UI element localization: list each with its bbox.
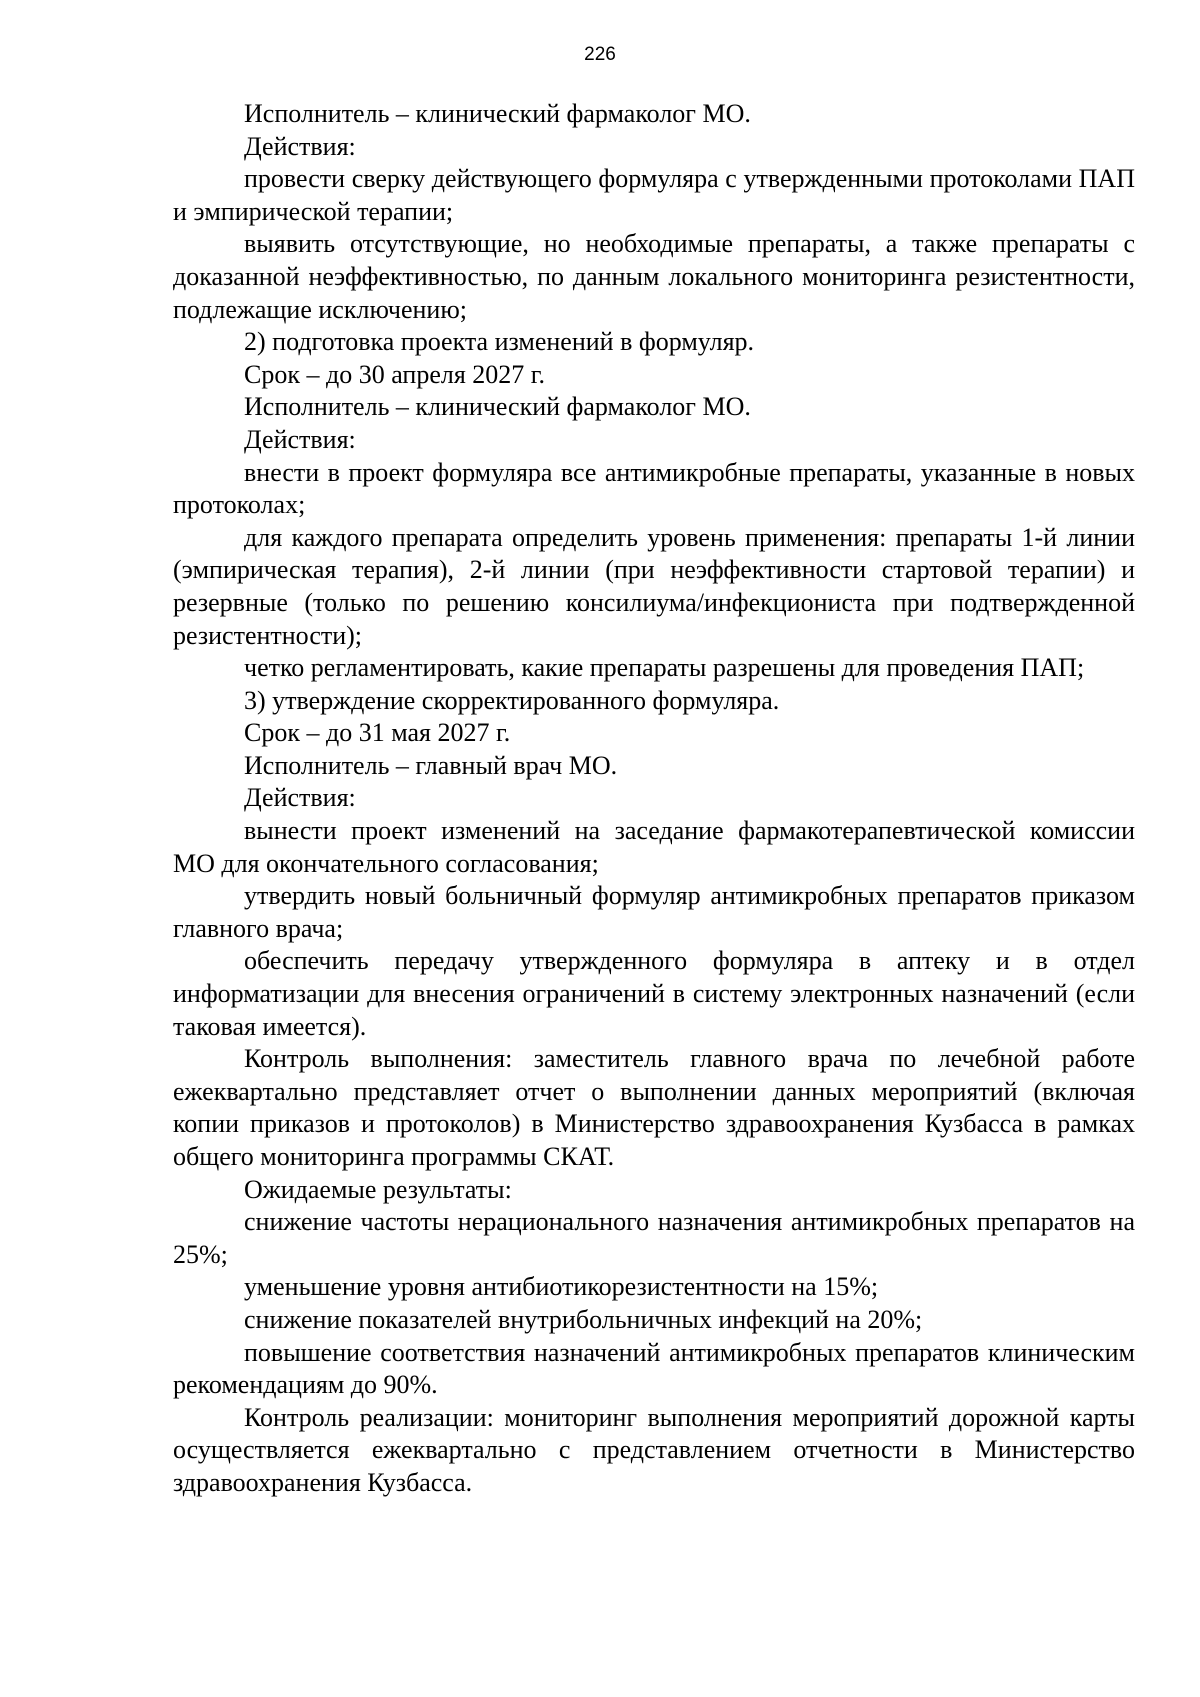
paragraph-executor-pharmacologist: Исполнитель – клинический фармаколог МО. xyxy=(244,99,751,128)
paragraph-implementation-control: Контроль реализации: мониторинг выполнения мероприятий дорожной карты осуществляется ежеквартально с представлением отчетности в Министерство здравоохранения Кузбасса. xyxy=(173,1402,1135,1497)
paragraph-action-pap: четко регламентировать, какие препараты разрешены для проведения ПАП; xyxy=(244,653,1085,683)
paragraph-result-infections: снижение показателей внутрибольничных инфекций на 20%; xyxy=(244,1304,923,1334)
paragraph-action-levels: для каждого препарата определить уровень применения: препараты 1-й линии (эмпирическая терапия), 2-й линии (при неэффективности стартовой терапии) и резервные (только по решению консилиума/инфекциониста при подтвержденной резистентности); xyxy=(173,522,1135,650)
paragraph-action-add-drugs: внести в проект формуляра все антимикробные препараты, указанные в новых протоколах; xyxy=(173,457,1135,520)
paragraph-result-resistance: уменьшение уровня антибиотикорезистентности на 15%; xyxy=(244,1272,879,1302)
paragraph-deadline-may: Срок – до 31 мая 2027 г. xyxy=(244,718,511,748)
page-number: 226 xyxy=(584,44,616,65)
paragraph-result-compliance: повышение соответствия назначений антимикробных препаратов клиническим рекомендациям до 90%. xyxy=(173,1337,1135,1400)
paragraph-executor-chief: Исполнитель – главный врач МО. xyxy=(244,750,618,780)
paragraph-action-approve: утвердить новый больничный формуляр антимикробных препаратов приказом главного врача; xyxy=(173,881,1135,943)
document-body xyxy=(173,98,1135,1500)
paragraph-step-2: 2) подготовка проекта изменений в формуляр. xyxy=(244,327,755,357)
paragraph-action-identify: выявить отсутствующие, но необходимые препараты, а также препараты с доказанной неэффективностью, по данным локального мониторинга резистентности, подлежащие исключению; xyxy=(173,229,1135,324)
paragraph-result-prescriptions: снижение частоты нерационального назначения антимикробных препаратов на 25%; xyxy=(173,1207,1135,1269)
paragraph-actions-heading-3: Действия: xyxy=(244,783,356,813)
paragraph-execution-control: Контроль выполнения: заместитель главного врача по лечебной работе ежеквартально представляет отчет о выполнении данных мероприятий (включая копии приказов и протоколов) в Министерство здравоохранения Кузбасса в рамках общего мониторинга программы СКАТ. xyxy=(173,1044,1135,1171)
paragraph-action-commission: вынести проект изменений на заседание фармакотерапевтической комиссии МО для окончательного согласования; xyxy=(173,816,1135,878)
paragraph-deadline-april: Срок – до 30 апреля 2027 г. xyxy=(244,359,546,389)
paragraph-executor-pharmacologist-2: Исполнитель – клинический фармаколог МО. xyxy=(244,392,751,422)
paragraph-action-transfer: обеспечить передачу утвержденного формуляра в аптеку и в отдел информатизации для внесения ограничений в систему электронных назначений (если таковая имеется). xyxy=(173,946,1135,1041)
paragraph-step-3: 3) утверждение скорректированного формуляра. xyxy=(244,685,780,715)
paragraph-actions-heading-2: Действия: xyxy=(244,424,356,454)
paragraph-actions-heading: Действия: xyxy=(244,131,356,161)
paragraph-action-reconcile: провести сверку действующего формуляра с утвержденными протоколами ПАП и эмпирической терапии; xyxy=(173,164,1135,226)
paragraph-expected-results: Ожидаемые результаты: xyxy=(244,1174,512,1204)
